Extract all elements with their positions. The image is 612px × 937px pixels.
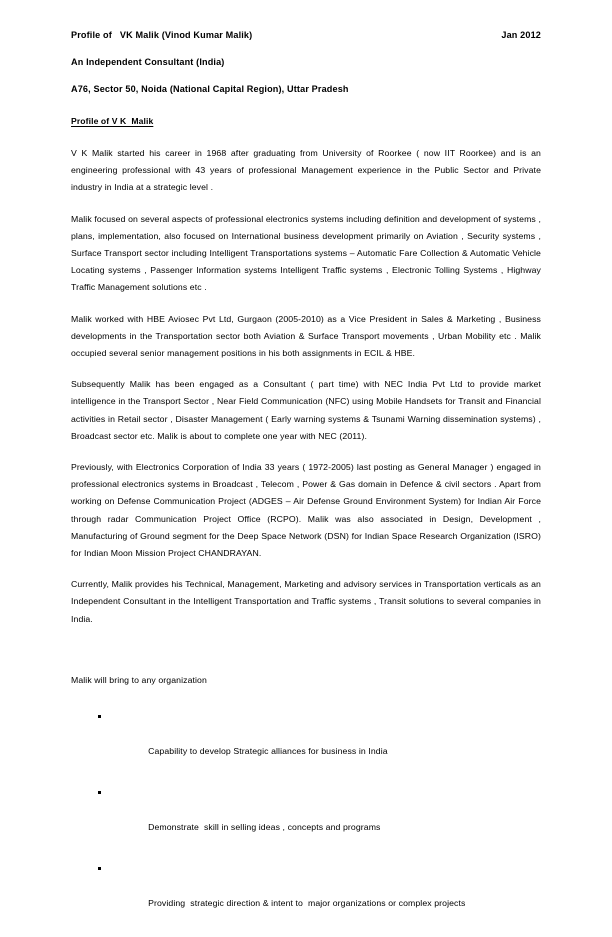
list-item-label: Demonstrate skill in selling ideas , concepts and programs <box>148 822 381 833</box>
paragraph-ecil-previous: Previously, with Electronics Corporation of India 33 years ( 1972-2005) last posting as General Manager ) engaged in professional electronics systems in Broadcast , Telecom , Power & Gas domain in Defence & civil sectors . Apart from working on Defense Communication Project (ADGES – Air Defense Ground Environment System) for Indian Air Force through radar Communication Project Office (RCPO). Malik was also associated in Design, Development , Manufacturing of Ground segment for the Deep Space Network (DSN) for Indian Space Research Organization (ISRO) for Indian Moon Mission Project CHANDRAYAN. <box>71 462 541 559</box>
list-item <box>71 709 541 778</box>
list-item <box>71 861 541 930</box>
paragraph-hbe-aviosec: Malik worked with HBE Aviosec Pvt Ltd, Gurgaon (2005-2010) as a Vice President in Sales & Marketing , Business developments in the Transportation sector both Aviation & Surface Transport movements , Urban Mobility etc . Malik occupied several senior management positions in his both assignments in ECIL & HBE. <box>71 313 541 359</box>
role-line: An Independent Consultant (India) <box>71 57 225 67</box>
closing-lead-in: Malik will bring to any organization <box>71 674 207 685</box>
paragraph-currently: Currently, Malik provides his Technical, Management, Marketing and advisory services in Transportation verticals as an Independent Consultant in the Intelligent Transportation and Traffic systems , Transit solutions to several companies in India. <box>71 579 541 624</box>
document-date: Jan 2012 <box>501 30 541 40</box>
paragraph-nec-india: Subsequently Malik has been engaged as a Consultant ( part time) with NEC India Pvt Ltd to provide market intelligence in the Transport Sector , Near Field Communication (NFC) using Mobile Handsets for Transit and Financial activities in Retail sector , Disaster Management ( Early warning systems & Tsunami Warning dissemination systems) , Broadcast sector etc. Malik is about to complete one year with NEC (2011). <box>71 379 541 441</box>
list-item-label: Providing strategic direction & intent to major organizations or complex projects <box>148 898 466 909</box>
document-header <box>71 30 541 40</box>
document-content <box>71 30 541 937</box>
square-bullet-icon <box>98 867 101 870</box>
square-bullet-icon <box>98 791 101 794</box>
section-spacer <box>71 628 541 672</box>
capabilities-list <box>71 709 541 929</box>
list-item <box>71 785 541 854</box>
address-line: A76, Sector 50, Noida (National Capital Region), Uttar Pradesh <box>71 84 349 94</box>
paragraph-career-start: V K Malik started his career in 1968 after graduating from University of Roorkee ( now IIT Roorkee) and is an engineering professional with 43 years of professional Management experience in the Public Sector and Private industry in India at a strategic level . <box>71 148 541 193</box>
square-bullet-icon <box>98 715 101 718</box>
section-heading: Profile of V K Malik <box>71 116 154 126</box>
page-title: Profile of VK Malik (Vinod Kumar Malik) <box>71 30 253 40</box>
list-item-label: Capability to develop Strategic alliances for business in India <box>148 746 388 757</box>
paragraph-focus-areas: Malik focused on several aspects of professional electronics systems including definition and development of systems , plans, implementation, also focused on International business development primarily on Aviation , Security systems , Surface Transport sector including Intelligent Transportations systems – Automatic Fare Collection & Automatic Vehicle Locating systems , Passenger Information systems Intelligent Traffic systems , Electronic Tolling Systems , Highway Traffic Management solutions etc . <box>71 213 541 293</box>
